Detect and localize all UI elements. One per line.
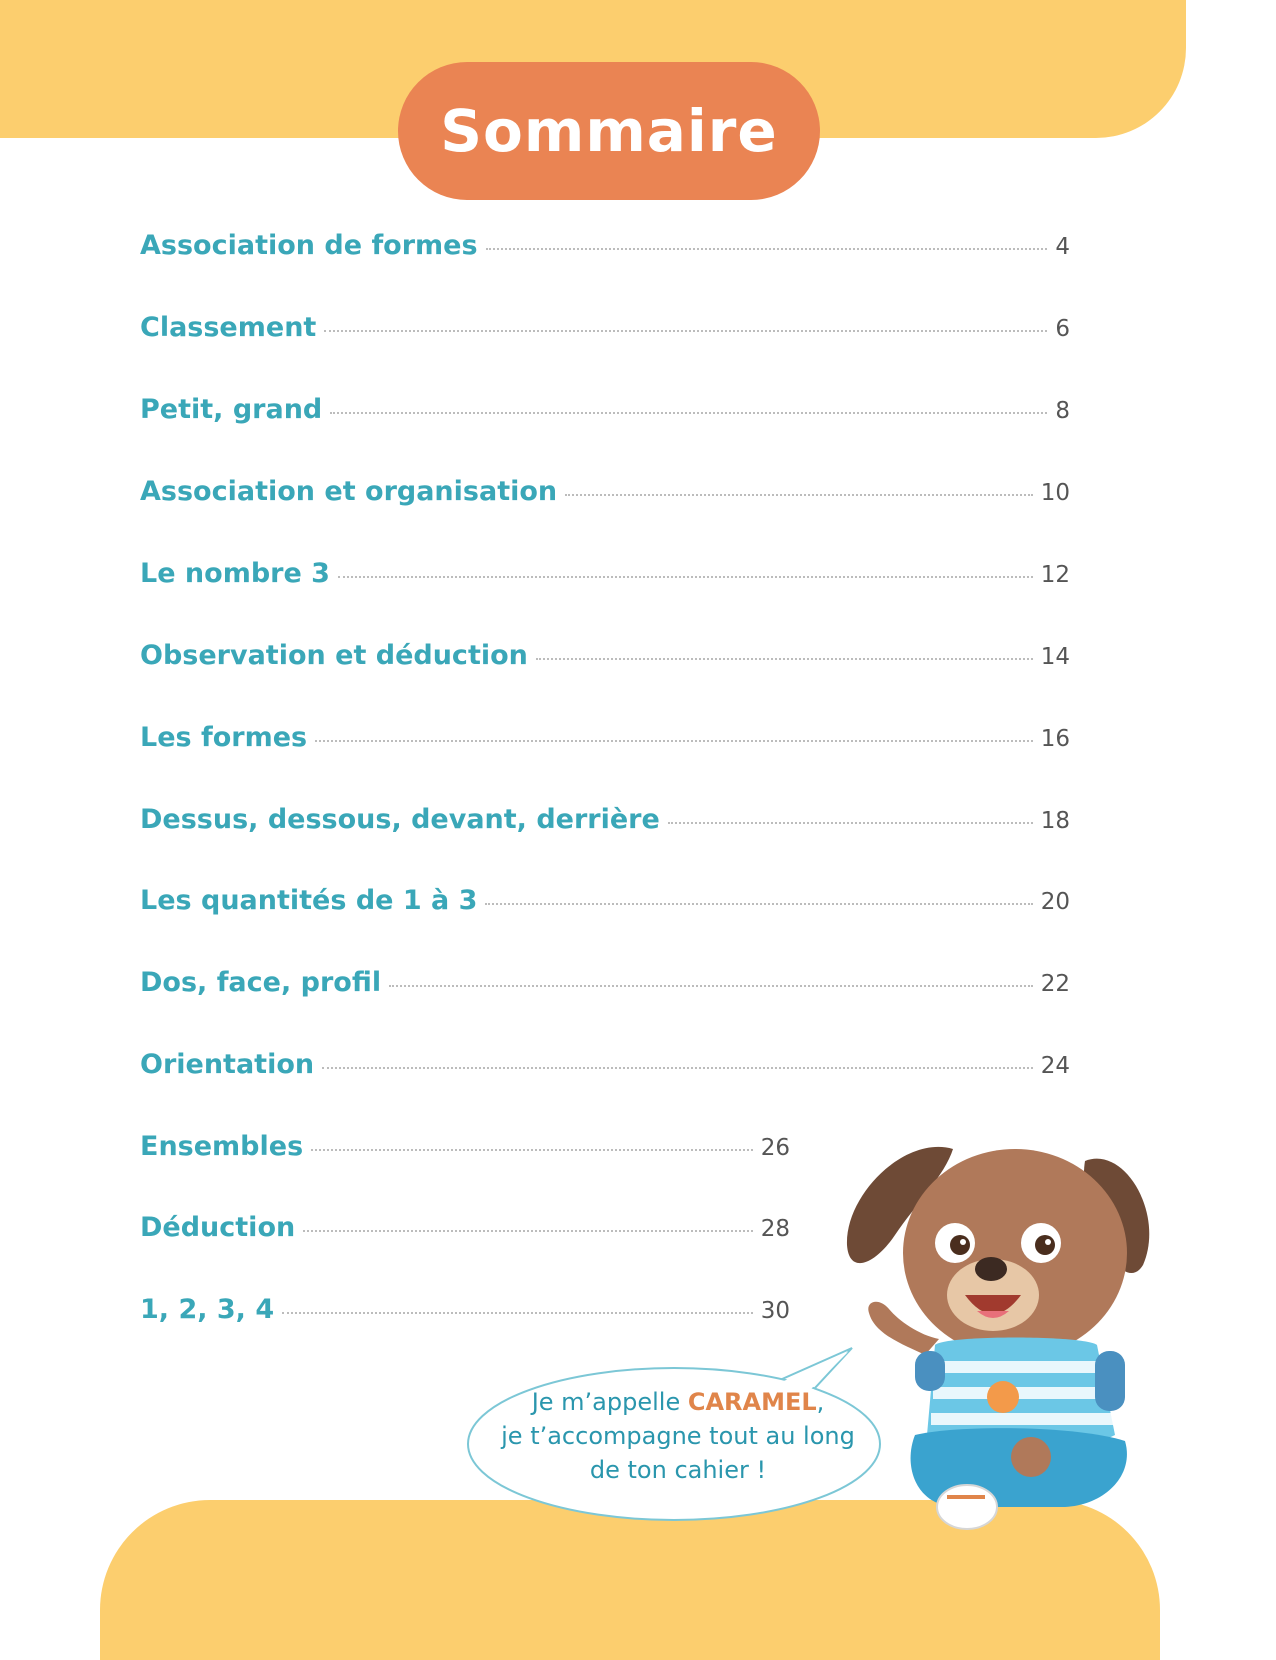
toc-entry[interactable] xyxy=(140,558,1070,598)
toc-entry-page: 10 xyxy=(1040,480,1070,506)
toc-entry-label: Orientation xyxy=(140,1049,315,1080)
toc-entry[interactable] xyxy=(140,1131,790,1171)
toc-entry-label: Les quantités de 1 à 3 xyxy=(140,885,478,916)
toc-entry-label: Observation et déduction xyxy=(140,640,528,671)
toc-entry-page: 14 xyxy=(1040,644,1070,670)
title-badge xyxy=(398,62,820,200)
toc-entry-page: 24 xyxy=(1040,1053,1070,1079)
toc-entry-page: 30 xyxy=(760,1298,790,1324)
toc-entry-page: 20 xyxy=(1040,889,1070,915)
toc-entry-page: 18 xyxy=(1040,808,1070,834)
dot-leader xyxy=(330,412,1047,414)
toc-entry[interactable] xyxy=(140,394,1070,434)
toc-entry-page: 26 xyxy=(760,1135,790,1161)
bubble-line-1 xyxy=(478,1385,878,1419)
dot-leader xyxy=(486,248,1048,250)
toc-entry-page: 28 xyxy=(760,1216,790,1242)
toc-entry-label: Ensembles xyxy=(140,1131,304,1162)
toc-entry-label: Classement xyxy=(140,312,317,343)
toc-entry-label: Dos, face, profil xyxy=(140,967,382,998)
toc-entry-label: Les formes xyxy=(140,722,308,753)
mascot-name: CARAMEL xyxy=(687,1388,817,1416)
toc-entry[interactable] xyxy=(140,1294,790,1334)
puppy-mascot-illustration xyxy=(835,1135,1165,1545)
toc-entry-page: 16 xyxy=(1040,726,1070,752)
dot-leader xyxy=(282,1312,753,1314)
toc-entry[interactable] xyxy=(140,722,1070,762)
dot-leader xyxy=(485,903,1032,905)
toc-entry-page: 22 xyxy=(1040,971,1070,997)
toc-entry[interactable] xyxy=(140,312,1070,352)
toc-entry[interactable] xyxy=(140,804,1070,844)
dot-leader xyxy=(389,985,1033,987)
toc-entry-label: Déduction xyxy=(140,1212,296,1243)
dot-leader xyxy=(536,658,1033,660)
toc-entry-page: 6 xyxy=(1055,316,1070,342)
dot-leader xyxy=(324,330,1047,332)
toc-entry[interactable] xyxy=(140,1049,1070,1089)
bubble-line-2: je t’accompagne tout au long xyxy=(501,1422,855,1450)
toc-entry-label: Association de formes xyxy=(140,230,478,261)
toc-entry-label: Association et organisation xyxy=(140,476,558,507)
bubble-line-3: de ton cahier ! xyxy=(589,1456,767,1484)
dot-leader xyxy=(303,1230,753,1232)
dot-leader xyxy=(322,1067,1033,1069)
toc-entry[interactable] xyxy=(140,885,1070,925)
toc-entry[interactable] xyxy=(140,640,1070,680)
dot-leader xyxy=(565,494,1033,496)
toc-entry-label: 1, 2, 3, 4 xyxy=(140,1294,275,1325)
dot-leader xyxy=(315,740,1033,742)
toc-entry-label: Dessus, dessous, devant, derrière xyxy=(140,804,660,835)
toc-entry-label: Petit, grand xyxy=(140,394,323,425)
dot-leader xyxy=(338,576,1033,578)
speech-bubble-text xyxy=(478,1385,878,1487)
toc-entry-page: 8 xyxy=(1055,398,1070,424)
toc-entry[interactable] xyxy=(140,476,1070,516)
dot-leader xyxy=(668,822,1033,824)
toc-entry-page: 4 xyxy=(1055,234,1070,260)
toc-entry-page: 12 xyxy=(1040,562,1070,588)
toc-entry-label: Le nombre 3 xyxy=(140,558,330,589)
page-title: Sommaire xyxy=(440,97,778,165)
dot-leader xyxy=(311,1149,753,1151)
toc-entry[interactable] xyxy=(140,1212,790,1252)
toc-entry[interactable] xyxy=(140,967,1070,1007)
bubble-text-comma: , xyxy=(816,1388,825,1416)
toc-entry[interactable] xyxy=(140,230,1070,270)
bubble-text-intro: Je m’appelle xyxy=(531,1388,688,1416)
